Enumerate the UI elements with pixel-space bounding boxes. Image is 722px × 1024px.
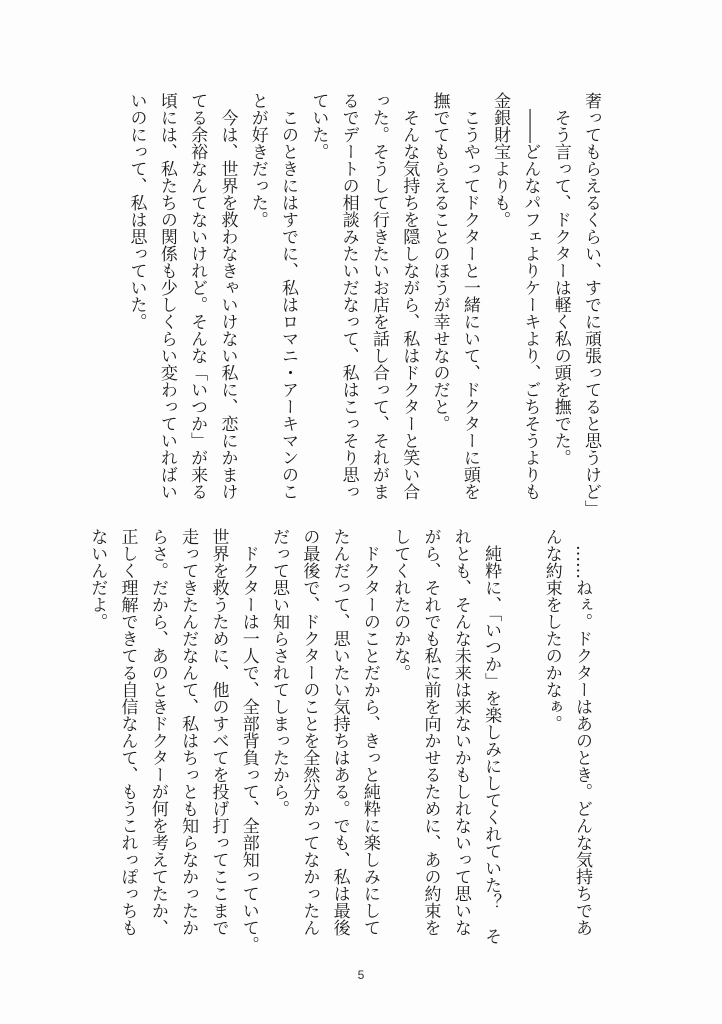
text-line: がら、それでも私に前を向かせるために、あの約束を: [420, 528, 441, 936]
text-line: った。そうして行きたいお店を話し合って、それがま: [368, 92, 389, 500]
text-line: たんだって、思いたい気持ちはある。でも、私は最後: [329, 528, 350, 936]
text-line: ……ねぇ。ドクターはあのとき。どんな気持ちであ: [572, 528, 592, 936]
text-block-top: [126, 92, 606, 517]
text-line: だって思い知らされてしまったから。: [269, 528, 290, 817]
text-line: 撫でてもらえることのほうが幸せなのだと。: [429, 92, 450, 432]
text-line: 奢ってもらえるくらい、すでに頑張ってると思うけど」: [581, 92, 601, 517]
text-line: んな約束をしたのかなぁ。: [541, 528, 562, 732]
text-line: ――どんなパフェよりケーキより、ごちそうよりも: [520, 92, 541, 500]
text-line: ていた。: [308, 92, 329, 160]
text-line: の最後で、ドクターのことを全然分かってなかったん: [299, 528, 320, 936]
text-line: してくれたのかな。: [390, 528, 411, 681]
text-line: そう言って、ドクターは軽く私の頭を撫でた。: [550, 92, 571, 466]
page-number: 5: [357, 968, 365, 982]
text-line: ないんだよ。: [87, 528, 108, 630]
text-line: いのにって、私は思っていた。: [126, 92, 147, 330]
text-line: 純粋に、「いつか」を楽しみにしてくれていた？ そ: [481, 528, 502, 945]
text-line: てる余裕なんてないけれど。そんな「いつか」が来る: [187, 92, 208, 500]
text-line: るでデートの相談みたいだなって、私はこっそり思っ: [338, 92, 359, 500]
text-line: ドクターのことだから、きっと純粋に楽しみにして: [359, 528, 380, 936]
text-line: 走ってきたんだなんて、私はちっとも知らなかったか: [178, 528, 199, 936]
text-line: 世界を救うために、他のすべてを投げ打ってここまで: [208, 528, 229, 936]
text-line: れとも、そんな未来は来ないかもしれないって思いな: [450, 528, 471, 936]
text-line: 今は、世界を救わなきゃいけない私に、恋にかまけ: [217, 92, 238, 500]
text-line: とが好きだった。: [247, 92, 268, 228]
text-line: 頃には、私たちの関係も少しくらい変わっていればい: [156, 92, 177, 500]
text-line: こうやってドクターと一緒にいて、ドクターに頭を: [459, 92, 480, 500]
text-line: らさ。だから、あのときドクターが何を考えてたか、: [147, 528, 168, 936]
text-block-bottom: [87, 528, 597, 953]
text-line: 金銀財宝よりも。: [490, 92, 511, 228]
text-line: [506, 528, 536, 930]
text-line: そんな気持ちを隠しながら、私はドクターと笑い合: [399, 92, 420, 500]
text-line: ドクターは一人で、全部背負って、全部知っていて。: [238, 528, 259, 953]
text-line: このときにはすでに、私はロマニ・アーキマンのこ: [278, 92, 299, 500]
text-line: 正しく理解できてる自信なんて、もうこれっぽっちも: [117, 528, 138, 936]
